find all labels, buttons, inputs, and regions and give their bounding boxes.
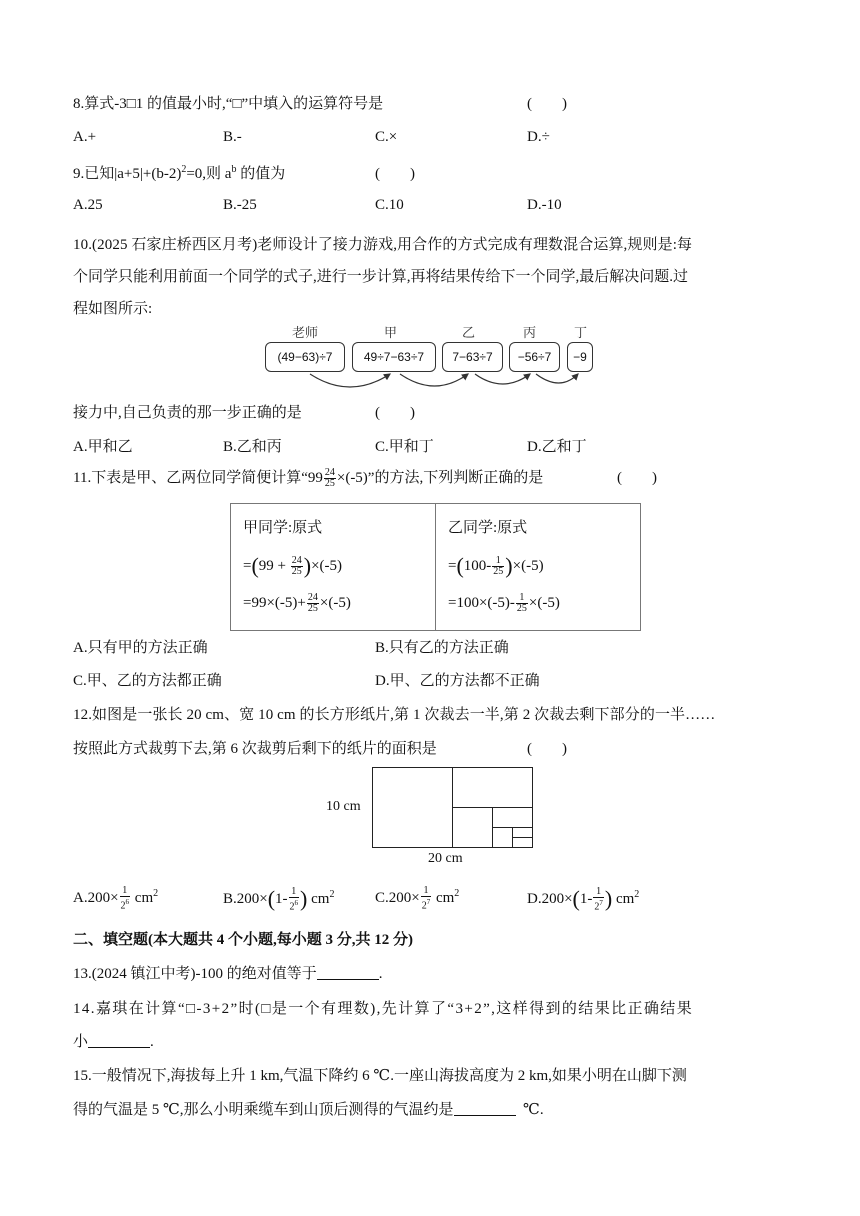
q10-option-a: A.甲和乙 xyxy=(73,439,133,455)
relay-box-ding: −9 xyxy=(567,342,593,372)
q11-yi-title: 乙同学:原式 xyxy=(448,520,528,536)
q12-a-exp: 6 xyxy=(125,898,130,906)
q12-c-unit: cm xyxy=(435,890,455,907)
q11-jia-99: 99 + xyxy=(258,558,290,574)
q11-yi-l2-frac-den: 25 xyxy=(516,603,527,615)
q11-yi-l2-a: =100×(-5)- xyxy=(448,595,515,611)
q13-end: . xyxy=(378,966,383,982)
q12-a-unit: cm xyxy=(134,890,154,907)
q10-line-3: 程如图所示: xyxy=(73,301,153,317)
q11-yi-frac-den: 25 xyxy=(493,566,504,578)
relay-box-bing: −56÷7 xyxy=(509,342,560,372)
q9-option-d: D.-10 xyxy=(527,197,562,213)
q10-line-1: 10.(2025 石家庄桥西区月考)老师设计了接力游戏,用合作的方式完成有理数混合运算,规则是:每 xyxy=(73,237,693,253)
q13-text: 13.(2024 镇江中考)-100 的绝对值等于 xyxy=(73,966,317,982)
q11-option-a: A.只有甲的方法正确 xyxy=(73,640,208,656)
q12-option-c xyxy=(375,886,459,911)
q11-jia-frac-num: 24 xyxy=(291,555,302,567)
q11-jia-cell xyxy=(231,504,436,631)
q14-answer-blank[interactable] xyxy=(88,1033,150,1048)
q12-a-prefix: A.200× xyxy=(73,890,119,907)
relay-diagram xyxy=(260,322,600,394)
q12-b-base: 2 xyxy=(289,901,295,913)
q11-option-d: D.甲、乙的方法都不正确 xyxy=(375,673,540,689)
relay-box-yi: 7−63÷7 xyxy=(442,342,503,372)
q11-yi-times: ×(-5) xyxy=(512,558,544,574)
q12-line-2: 按照此方式裁剪下去,第 6 次裁剪后剩下的纸片的面积是 xyxy=(73,741,437,757)
q14-line-1: 14.嘉琪在计算“□-3+2”时(□是一个有理数),先计算了“3+2”,这样得到的结果比正确结果 xyxy=(73,1001,694,1017)
fig-width-label: 20 cm xyxy=(428,851,463,866)
relay-box-jia: 49÷7−63÷7 xyxy=(352,342,436,372)
q11-jia-l2-b: ×(-5) xyxy=(319,595,351,611)
q12-d-one-minus: 1- xyxy=(579,891,593,907)
q11-jia-times: ×(-5) xyxy=(311,558,343,574)
q10-question: 接力中,自己负责的那一步正确的是 xyxy=(73,405,302,421)
q11-jia-line-1: =(99 + $\frac{24}{25}$ )×(-5) xyxy=(243,553,343,578)
q9-stem-part-1: 9.已知|a+5|+(b-2) xyxy=(73,166,182,182)
q12-c-num: 1 xyxy=(421,886,432,897)
q12-b-exp: 6 xyxy=(294,898,299,907)
section-2-heading: 二、填空题(本大题共 4 个小题,每小题 3 分,共 12 分) xyxy=(73,932,413,948)
q11-stem-part-2: ×(-5)”的方法,下列判断正确的是 xyxy=(336,470,544,486)
q12-d-num: 1 xyxy=(593,887,604,898)
q11-yi-100: 100- xyxy=(463,558,492,574)
q11-frac-num: 24 xyxy=(324,467,335,479)
q11-yi-cell xyxy=(436,504,641,631)
q11-jia-l2-frac-num: 24 xyxy=(307,592,318,604)
q12-b-unit: cm xyxy=(311,891,330,907)
q14-text-2: 小 xyxy=(73,1034,89,1050)
q11-comparison-table xyxy=(230,503,641,631)
q10-option-c: C.甲和丁 xyxy=(375,439,434,455)
q11-paren: ( ) xyxy=(617,470,657,486)
q12-d-prefix: D.200× xyxy=(527,891,573,907)
q11-option-b: B.只有乙的方法正确 xyxy=(375,640,509,656)
q10-paren: ( ) xyxy=(375,405,415,421)
q11-jia-title: 甲同学:原式 xyxy=(243,520,323,536)
q13-answer-blank[interactable] xyxy=(317,965,379,980)
q12-b-num: 1 xyxy=(289,887,300,898)
q12-line-1: 12.如图是一张长 20 cm、宽 10 cm 的长方形纸片,第 1 次裁去一半,第 2 次裁去剩下部分的一半…… xyxy=(73,707,716,723)
q8-option-d: D.÷ xyxy=(527,129,550,145)
q15-line-1: 15.一般情况下,海拔每上升 1 km,气温下降约 6 ℃.一座山海拔高度为 2 km,如果小明在山脚下测 xyxy=(73,1068,687,1084)
q12-b-prefix: B.200× xyxy=(223,891,268,907)
q11-jia-frac-den: 25 xyxy=(291,566,302,578)
q9-stem-line xyxy=(73,162,285,183)
q8-option-a: A.+ xyxy=(73,129,97,145)
q11-yi-line-1: =(100- $\frac{1}{25}$ )×(-5) xyxy=(448,553,544,578)
q11-yi-frac-num: 1 xyxy=(492,556,504,567)
q8-option-c: C.× xyxy=(375,129,398,145)
q12-d-unit: cm xyxy=(615,891,635,907)
q11-stem-part-1: 11.下表是甲、乙两位同学简便计算“99 xyxy=(73,470,323,486)
q12-option-b: B.200×(1- $\frac{1}{2^6}$ ) $cm^2$ xyxy=(223,885,335,913)
q11-jia-line-2 xyxy=(243,585,431,622)
q12-c-exp: 7 xyxy=(426,898,431,906)
q11-mixed-fraction xyxy=(324,468,336,489)
q12-option-d: D.200×(1- $\frac{1}{2^7}$ ) $cm^2$ xyxy=(527,885,640,913)
relay-name-yi: 乙 xyxy=(462,326,476,341)
q13-line xyxy=(73,962,383,983)
q11-option-c: C.甲、乙的方法都正确 xyxy=(73,673,222,689)
q15-line-2 xyxy=(73,1098,544,1119)
q8-paren: ( ) xyxy=(527,96,567,112)
q10-option-b: B.乙和丙 xyxy=(223,439,282,455)
q11-jia-l2-a: =99×(-5)+ xyxy=(243,595,306,611)
q11-yi-line-2 xyxy=(448,585,636,622)
q9-option-c: C.10 xyxy=(375,197,404,213)
q9-option-b: B.-25 xyxy=(223,197,257,213)
q9-paren: ( ) xyxy=(375,166,415,182)
q12-d-exp: 7 xyxy=(599,898,603,907)
q14-line-2 xyxy=(73,1030,154,1051)
q12-c-base: 2 xyxy=(421,900,427,912)
q8-stem: 8.算式-3□1 的值最小时,“□”中填入的运算符号是 xyxy=(73,96,384,112)
q12-option-a xyxy=(73,886,158,911)
q9-sup-b: b xyxy=(231,164,237,175)
q12-d-base: 2 xyxy=(594,901,600,913)
q10-line-2: 个同学只能利用前面一个同学的式子,进行一步计算,再将结果传给下一个同学,最后解决问题.过 xyxy=(73,269,689,285)
q15-end: ℃. xyxy=(523,1102,544,1118)
q8-option-b: B.- xyxy=(223,129,242,145)
q11-yi-l2-b: ×(-5) xyxy=(528,595,560,611)
q15-answer-blank[interactable] xyxy=(454,1101,516,1116)
q12-c-prefix: C.200× xyxy=(375,890,420,907)
relay-name-jia: 甲 xyxy=(384,326,398,341)
q11-frac-den: 25 xyxy=(324,478,335,490)
q8-stem-line xyxy=(73,92,383,113)
relay-name-bing: 丙 xyxy=(523,326,537,341)
paper-cut-figure xyxy=(372,767,534,849)
q14-end: . xyxy=(150,1034,154,1050)
relay-name-ding: 丁 xyxy=(574,326,588,341)
q12-a-unit-sup: 2 xyxy=(153,888,159,900)
q9-stem-part-2: =0,则 a xyxy=(186,166,232,182)
q12-a-base: 2 xyxy=(120,900,126,912)
q12-a-num: 1 xyxy=(120,886,131,897)
q12-paren: ( ) xyxy=(527,741,567,757)
q11-jia-l2-frac-den: 25 xyxy=(307,603,318,615)
q10-option-d: D.乙和丁 xyxy=(527,439,587,455)
q11-yi-l2-frac-num: 1 xyxy=(516,593,528,604)
q11-stem-line xyxy=(73,466,543,489)
fig-height-label: 10 cm xyxy=(326,799,361,814)
q15-text-2: 得的气温是 5 ℃,那么小明乘缆车到山顶后测得的气温约是 xyxy=(73,1102,454,1118)
relay-name-teacher: 老师 xyxy=(292,326,319,341)
q11-jia-eq: = xyxy=(243,558,252,574)
q12-b-one-minus: 1- xyxy=(275,891,288,907)
q12-c-unit-sup: 2 xyxy=(454,888,460,900)
q9-option-a: A.25 xyxy=(73,197,103,213)
q12-b-unit-sup: 2 xyxy=(329,889,335,900)
q9-sup-2: 2 xyxy=(181,164,187,175)
q9-stem-part-3: 的值为 xyxy=(236,166,286,182)
relay-box-teacher: (49−63)÷7 xyxy=(265,342,345,372)
q11-yi-eq: = xyxy=(448,558,457,574)
relay-arrows xyxy=(260,322,600,394)
q12-d-unit-sup: 2 xyxy=(634,889,640,900)
